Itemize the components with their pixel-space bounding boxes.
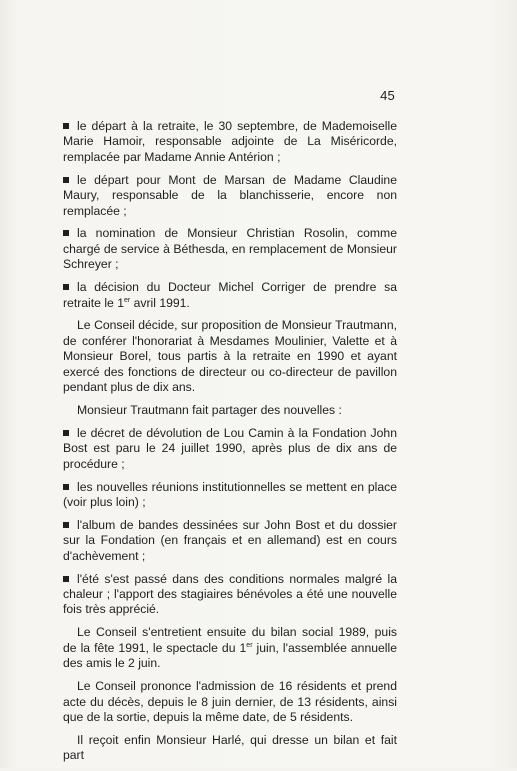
paragraph-text: le départ pour Mont de Marsan de Madame Claudine Maury, responsable de la blanchisserie, encore non remplacée ; — [63, 172, 397, 218]
paragraph-text: le départ à la retraite, le 30 septembre, de Mademoiselle Marie Hamoir, responsable adjointe de La Miséricorde, remplacée par Madame Annie Antérion ; — [63, 119, 397, 164]
bullet-paragraph — [63, 226, 397, 272]
bullet-square-icon — [63, 177, 69, 183]
paragraph-text: la nomination de Monsieur Christian Rosolin, comme chargé de service à Béthesda, en remplacement de Monsieur Schreyer ; — [63, 226, 397, 272]
bullet-paragraph — [63, 280, 397, 311]
paragraph-text: les nouvelles réunions institutionnelles se mettent en place (voir plus loin) ; — [63, 479, 397, 510]
paragraph-text: l'été s'est passé dans des conditions normales malgré la chaleur ; l'apport des stagiaires bénévoles a été une nouvelle fois très apprécié. — [63, 571, 397, 617]
bullet-square-icon — [63, 484, 69, 490]
paragraph-text: juin, l'assemblée annuelle des amis le 2 juin. — [63, 640, 397, 671]
bullet-paragraph — [63, 426, 397, 472]
bullet-square-icon — [63, 430, 69, 436]
bullet-paragraph — [63, 173, 397, 219]
paragraph-text: le décret de dévolution de Lou Camin à la Fondation John Bost est paru le 24 juillet 1990, après plus de dix ans de procédure ; — [63, 425, 397, 471]
bullet-square-icon — [63, 576, 69, 582]
body-paragraph: Le Conseil prononce l'admission de 16 résidents et prend acte du décès, depuis le 8 juin dernier, de 13 résidents, ainsi que de la sortie, depuis la même date, de 5 résidents. — [63, 679, 397, 724]
paragraph-text: la décision du Docteur Michel Corriger de prendre sa retraite le 1 — [63, 280, 397, 310]
body-paragraph: Le Conseil décide, sur proposition de Monsieur Trautmann, de conférer l'honorariat à Mesdames Moulinier, Valette et à Monsieur Borel, tous partis à la retraite en 1990 et ayant exercé des fonctions de directeur ou co-directeur de pavillon pendant plus de dix ans. — [63, 318, 397, 395]
page-number: 45 — [380, 88, 395, 103]
bullet-square-icon — [63, 284, 69, 290]
paragraph-text: l'album de bandes dessinées sur John Bost et du dossier sur la Fondation (en français et en allemand) est en cours d'achèvement ; — [63, 517, 397, 563]
body-paragraph: Il reçoit enfin Monsieur Harlé, qui dresse un bilan et fait part — [63, 732, 397, 763]
bullet-paragraph — [63, 480, 397, 511]
superscript: er — [246, 641, 253, 649]
page-content — [63, 119, 397, 771]
bullet-square-icon — [63, 522, 69, 528]
bullet-paragraph — [63, 518, 397, 564]
bullet-square-icon — [63, 230, 69, 236]
paragraph-text: avril 1991. — [130, 295, 190, 310]
paragraph-text: Le Conseil s'entretient ensuite du bilan social 1989, puis de la fête 1991, le spectacle du 1 — [63, 625, 397, 655]
bullet-paragraph — [63, 572, 397, 618]
bullet-paragraph — [63, 119, 397, 165]
superscript: er — [123, 296, 131, 304]
body-paragraph — [63, 625, 397, 671]
bullet-square-icon — [63, 123, 69, 129]
body-paragraph: Monsieur Trautmann fait partager des nouvelles : — [77, 403, 342, 417]
